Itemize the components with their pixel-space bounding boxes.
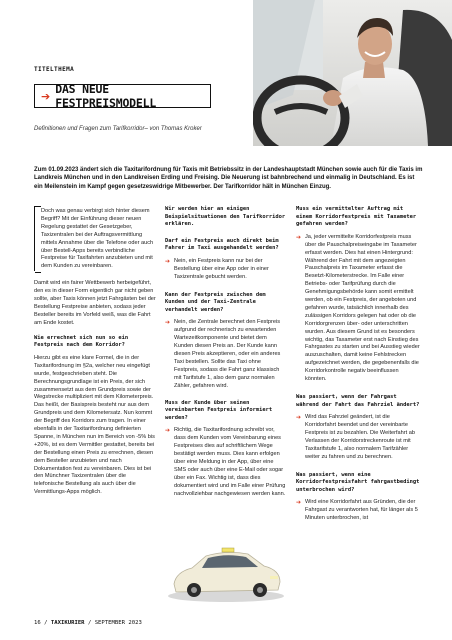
answer-text: Wird eine Korridorfahrt aus Gründen, die der Fahrgast zu verantworten hat, für länger als 5 Minuten unterbrochen, ist	[305, 499, 418, 522]
arrow-right-icon: ➔	[296, 499, 302, 507]
arrow-right-icon: ➔	[41, 89, 51, 103]
answer	[165, 319, 287, 390]
answer-text: Richtig, die Taxitarifordnung schreibt vor, dass dem Kunden vom Vereinbarung eines Festpreises dies auf schriftlichem Wege bestätigt werden muss. Dies kann erfolgen über eine Meldung in der App, über eine SMS oder auch über eine E-Mail oder sogar über ein Fax. Wichtig ist, dass dies dokumentiert wird und im Falle einer Prüfung nachvollziehbar nachgewiesen werden kann.	[174, 427, 286, 497]
answer	[296, 499, 420, 523]
boxed-text: Doch was genau verbirgt sich hinter diesem Begriff? Mit der Einführung dieser neuen Regelung gestattet der Gesetzgeber, Taxizentralen bei der Auftragsvermittlung mittels Annahme über die Telefone oder auch über Bestell-Apps bereits verbindliche Festpreise für Taxifahrten anzubieten und mit dem Kunden zu vereinbaren.	[41, 208, 154, 270]
paragraph: Hierzu gibt es eine klare Formel, die in der Taxitarifordnung im §2a, welcher neu eingefügt wurde, festgeschrieben steht. Die Berechnungsgrundlage ist ein Preis, der sich zusammensetzt aus dem Grundpreis sowie der Wegstrecke multipliziert mit dem Kilometerpreis. Das heißt, der Basispreis besteht nur aus dem Grundpreis und dem Kilometersatz. Nun kommt der Begriff des Korridors zum tragen. In einer ebenfalls in der Taxitarifordnung definierten Spanne, in München nun im Bereich von -5% bis +20%, ist es dem Vermittler gestattet, bereits bei der Bestellung einen Preis zu errechnen, diesen dem Besteller anzubieten und nach Dokumentation fest zu vereinbaren. Dies ist bei den Münchner Taxizentralen über die telefonische Bestellung als auch über die Vermittlungs-Apps möglich.	[34, 354, 155, 496]
page-title: DAS NEUE FESTPREISMODELL	[55, 82, 157, 110]
answer-text: Ja, jeder vermittelte Korridorfestpreis muss über die Pauschalpreiseingabe im Taxameter erfasst werden. Dies hat einen Hintergrund: Während der Fahrt mit dem angezeigten Pauschalpreis im Taxameter erfasst die Besetzt-Kilometerstrecke. Im Falle einer Betriebs- oder Tarifprüfung durch die Genehmigungsbehörde kann somit ermittelt werden, ob ein Festpreis, der angeboten und gefahren wurde, tatsächlich innerhalb des zulässigen Korridors gelegen hat oder ob die Korridorgrenzen über- oder unterschritten wurden. Aus diesem Grund ist es besonders wichtig, das Taxameter erst nach Einstieg des Fahrgastes zu starten und bei Ausstieg wieder auszuschalten, damit keine Fehlstrecken aufgezeichnet werden, die gegebenenfalls die Korridorkontrolle negativ beeinflussen könnten.	[305, 233, 420, 383]
question-heading: Was passiert, wenn eine Korridorfestpreisfahrt fahrgastbedingt unterbrochen wird?	[296, 471, 420, 493]
arrow-right-icon: ➔	[296, 414, 302, 422]
page-number: 16	[34, 620, 41, 626]
issue-date: SEPTEMBER 2023	[94, 620, 142, 626]
answer	[165, 258, 287, 282]
arrow-right-icon: ➔	[165, 257, 171, 265]
arrow-right-icon: ➔	[296, 233, 302, 241]
answer	[165, 427, 287, 498]
question-heading: Muss der Kunde über seinen vereinbarten Festpreis informiert werden?	[165, 399, 273, 421]
answer	[296, 414, 420, 461]
page-footer: 16 / TAXIKURIER / SEPTEMBER 2023	[34, 620, 142, 626]
taxi-car-photo	[166, 540, 286, 604]
column-1	[34, 206, 156, 504]
boxed-paragraph	[34, 206, 156, 271]
paragraph: Damit wird ein fairer Wettbewerb herbeigeführt, den es in dieser Form eigentlich gar nicht geben sollte, aber Taxis können jetzt Fahrgästen bei der Bestellung Festpreise anbieten, sodass jeder Besteller bereits im Vorfeld weiß, was die Fahrt am Ende kostet.	[34, 280, 156, 326]
arrow-right-icon: ➔	[165, 319, 171, 327]
answer-text: Nein, die Zentrale berechnet den Festpreis aufgrund der rechnerisch zu erwartenden Wartezeitkomponente und bietet dem Kunden diesen Preis an. Der Kunde kann diesen Preis akzeptieren, oder ein anderes Taxi bestellen. Sollte das Taxi ohne Festpreis, sodass die Fahrt ganz klassisch mit Tarifstufe 1, also dem ganz normalen Zähler, gefahren wird.	[174, 319, 281, 389]
question-heading: Was passiert, wenn der Fahrgast während der Fahrt das Fahrziel ändert?	[296, 394, 420, 408]
title-box	[34, 84, 211, 108]
column-3	[296, 206, 420, 531]
driver-photo	[253, 0, 452, 146]
section-label: TITELTHEMA	[34, 66, 75, 73]
answer-text: Nein, ein Festpreis kann nur bei der Bestellung über eine App oder in einer Taxizentrale gebucht werden.	[174, 257, 269, 280]
arrow-right-icon: ➔	[165, 427, 171, 435]
question-heading: Wir werden hier an einigen Beispielsituationen den Tarifkorridor erklären.	[165, 206, 286, 228]
column-2	[165, 206, 287, 507]
question-heading: Wie errechnet sich nun so ein Festpreis nach dem Korridor?	[34, 334, 129, 349]
question-heading: Muss ein vermittelter Auftrag mit einem Korridorfestpreis mit Taxameter gefahren werden?	[296, 206, 417, 228]
answer	[296, 234, 420, 384]
question-heading: Darf ein Festpreis auch direkt beim Fahrer im Taxi ausgehandelt werden?	[165, 237, 279, 252]
question-heading: Kann der Festpreis zwischen dem Kunden und der Taxi-Zentrale verhandelt werden?	[165, 291, 266, 313]
intro-paragraph: Zum 01.09.2023 ändert sich die Taxitarifordnung für Taxis mit Betriebssitz in der Landeshauptstadt München sowie auch für die Taxis im Landkreis München und in den Landkreisen Erding und Freising. Die Neuerung ist bahnbrechend und einmalig in Deutschland. Es ist ein Meilenstein im Kampf gegen gesetzeswidrige Mitbewerber. Der Tarifkorridor hält in München Einzug.	[34, 167, 423, 190]
answer-text: Wird das Fahrziel geändert, ist die Korridorfahrt beendet und der vereinbarte Festpreis ist zu bezahlen. Die Weiterfahrt ab Verlassen der Korridorstreckenroute ist mit Taxitarifstufe 1, also normalem Tarifzähler weiter zu fahren und zu berechnen.	[305, 414, 415, 460]
magazine-name: TAXIKURIER	[50, 620, 85, 626]
subtitle: Definitionen und Fragen zum Tarifkorridor– von Thomas Kroker	[34, 126, 202, 132]
